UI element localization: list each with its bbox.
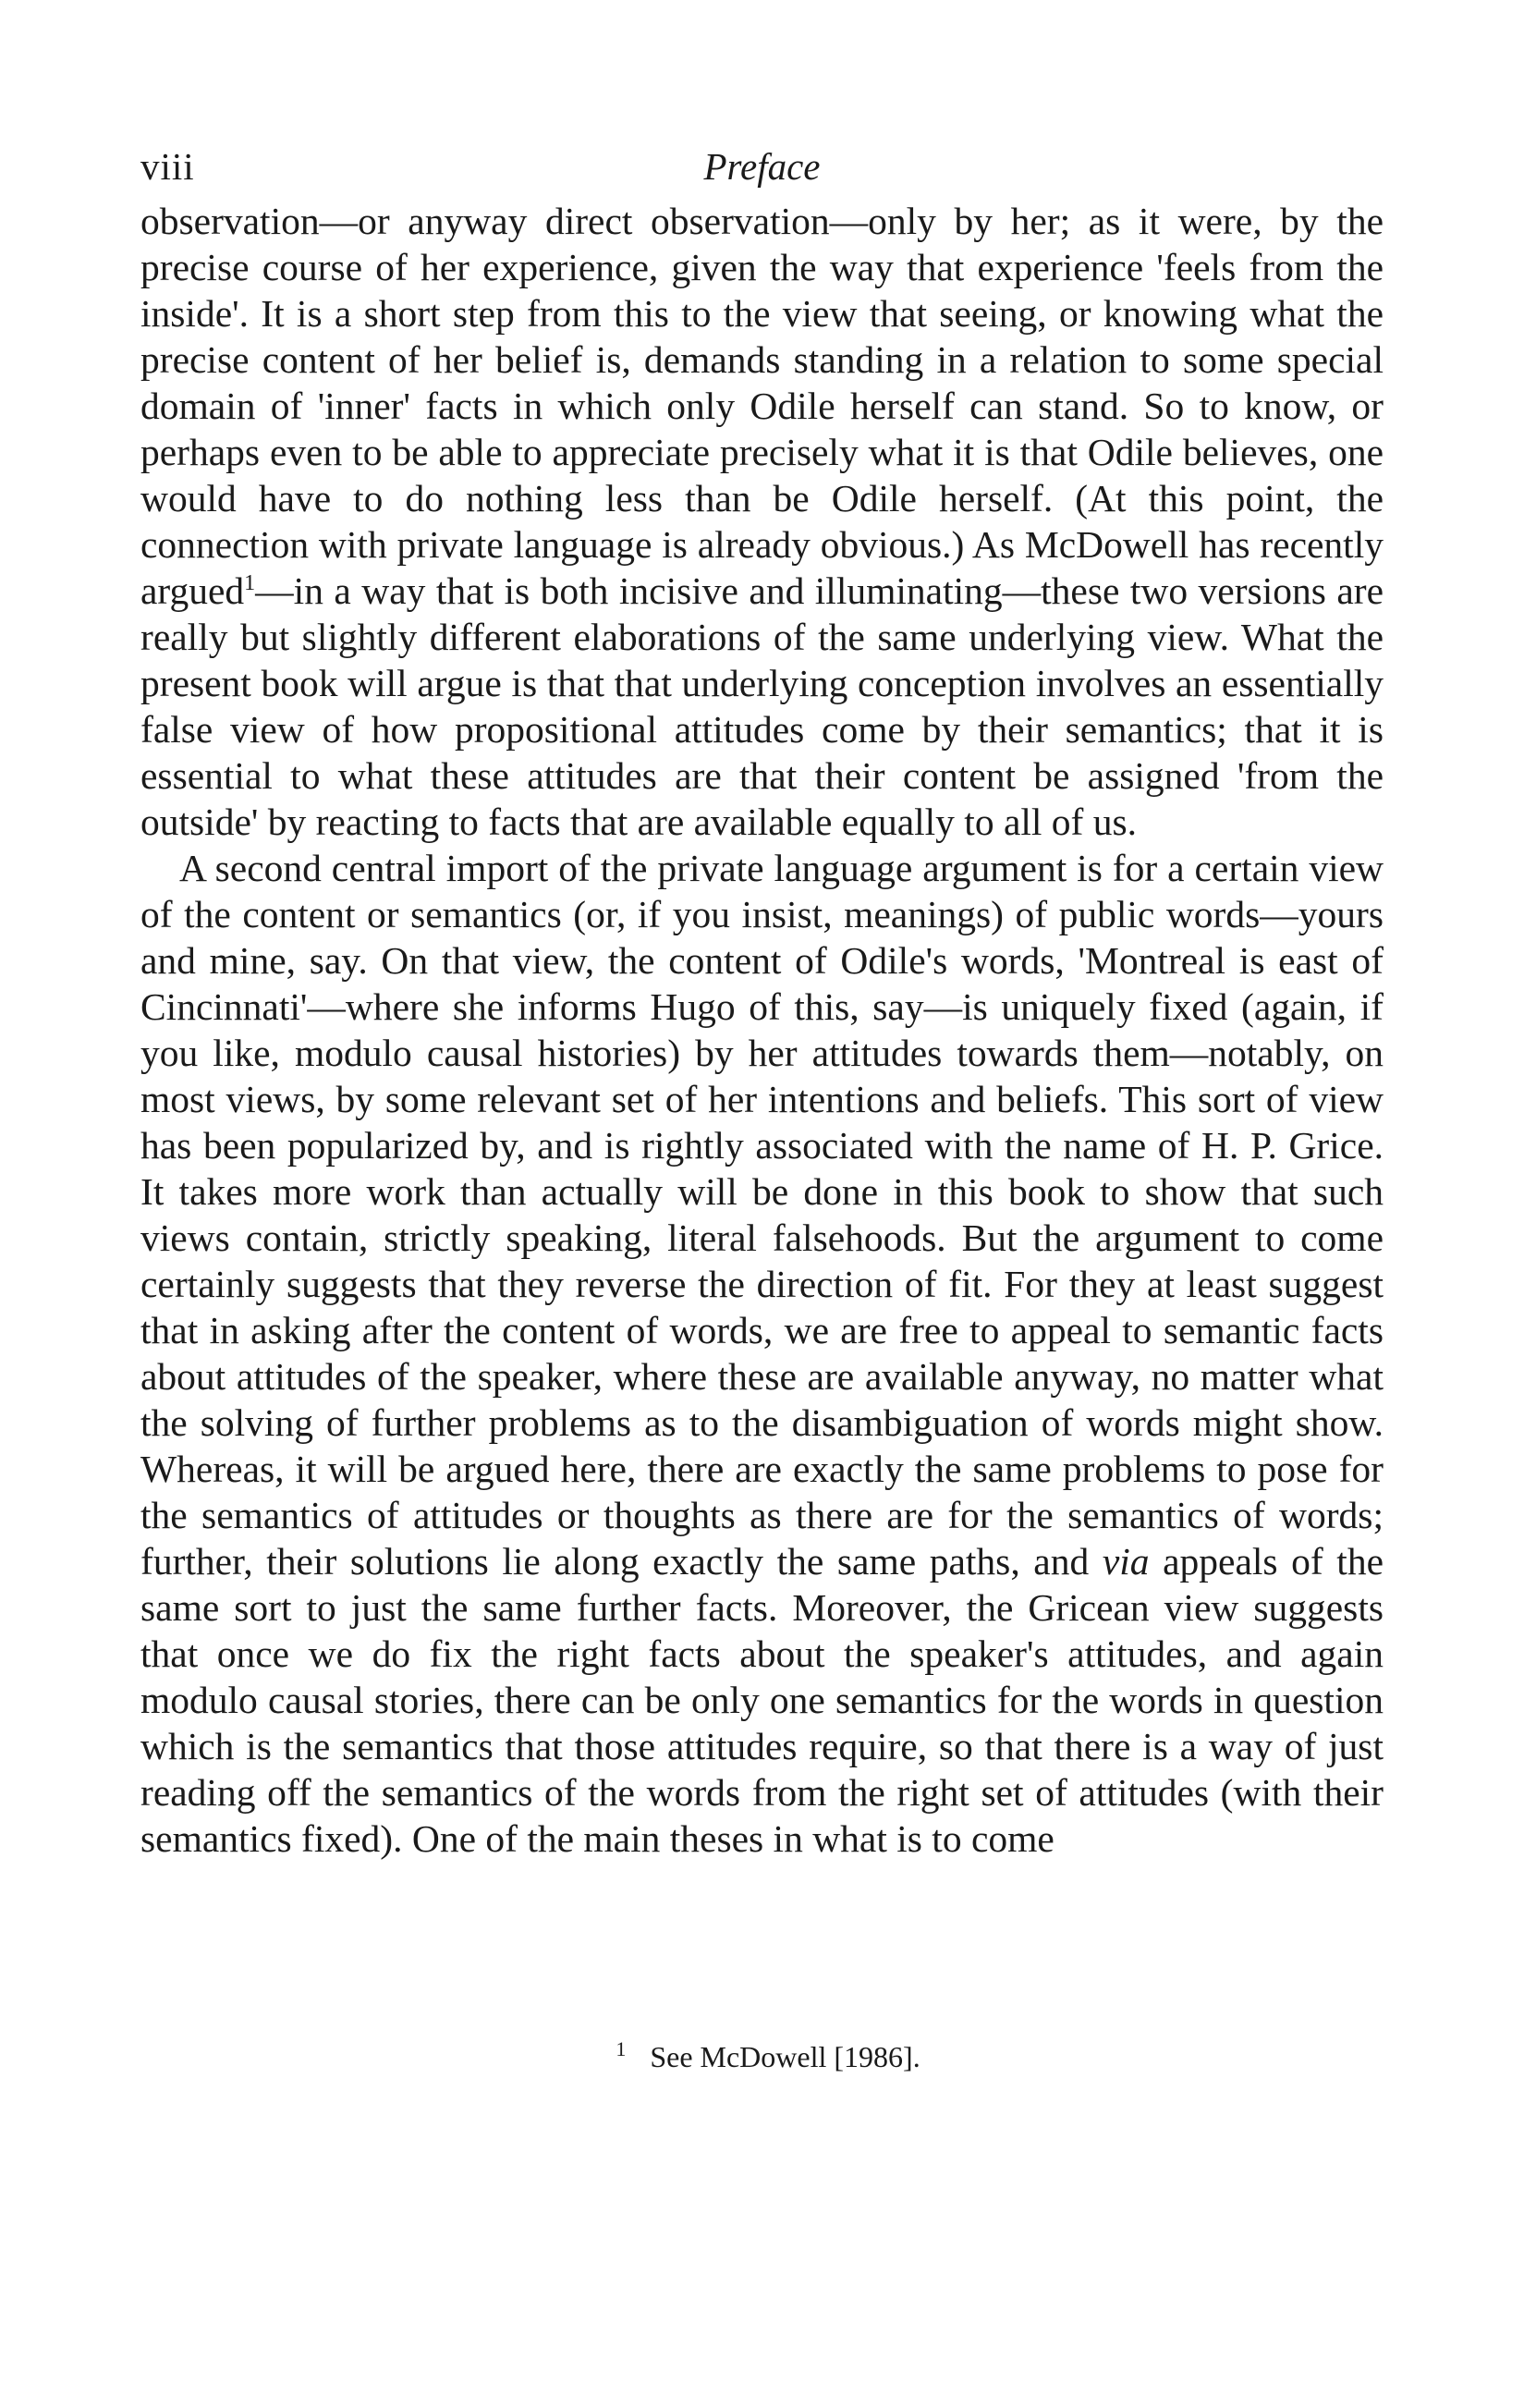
page-number: viii xyxy=(140,145,195,188)
paragraph-text: observation—or anyway direct observation—only by her; as it were, by the precise course of her experience, given the way that experience 'feels from the inside'. It is a short step from this to the view that seeing, or knowing what the precise content of her belief is, demands standing in a relation to some special domain of 'inner' facts in which only Odile herself can stand. So to know, or perhaps even to be able to appreciate precisely what it is that Odile believes, one would have to do nothing less than be Odile herself. (At this point, the connection with private language is already obvious.) As McDowell has recently argued xyxy=(140,200,1384,612)
running-title: Preface xyxy=(703,145,821,188)
paragraph xyxy=(140,845,1384,1862)
paragraph-text: appeals of the same sort to just the same further facts. Moreover, the Gricean view suggests that once we do fix the right facts about the speaker's attitudes, and again modulo causal stories, there can be only one semantics for the words in question which is the semantics that those attitudes require, so that there is a way of just reading off the semantics of the words from the right set of attitudes (with their semantics fixed). One of the main theses in what is to come xyxy=(140,1540,1384,1860)
italic-term: via xyxy=(1102,1540,1150,1583)
footnote-text: See McDowell [1986]. xyxy=(650,2040,920,2073)
footnote xyxy=(0,2029,1536,2077)
paragraph-text: A second central import of the private language argument is for a certain view of the content or semantics (or, if you insist, meanings) of public words—yours and mine, say. On that view, the content of Odile's words, 'Montreal is east of Cincinnati'—where she informs Hugo of this, say—is uniquely fixed (again, if you like, modulo causal histories) by her attitudes towards them—notably, on most views, by some relevant set of her intentions and beliefs. This sort of view has been popularized by, and is rightly associated with the name of H. P. Grice. It takes more work than actually will be done in this book to show that such views contain, strictly speaking, literal falsehoods. But the argument to come certainly suggests that they reverse the direction of fit. For they at least suggest that in asking after the content of words, we are free to appeal to semantic facts about attitudes of the speaker, where these are available anyway, no matter what the solving of further problems as to the disambiguation of words might show. Whereas, it will be argued here, there are exactly the same problems to pose for the semantics of attitudes or thoughts as there are for the semantics of words; further, their solutions lie along exactly the same paths, and xyxy=(140,847,1384,1583)
body-text xyxy=(140,198,1384,1862)
paragraph-continued xyxy=(140,198,1384,845)
paragraph-text: —in a way that is both incisive and illuminating—these two versions are really but slightly different elaborations of the same underlying view. What the present book will argue is that that underlying conception involves an essentially false view of how propositional attitudes come by their semantics; that it is essential to what these attitudes are that their content be assigned 'from the outside' by reacting to facts that are available equally to all of us. xyxy=(140,569,1384,843)
book-page xyxy=(140,139,1384,1862)
footnote-marker: 1 xyxy=(616,2037,627,2060)
running-head xyxy=(140,139,1384,194)
footnote-reference: 1 xyxy=(244,571,256,595)
